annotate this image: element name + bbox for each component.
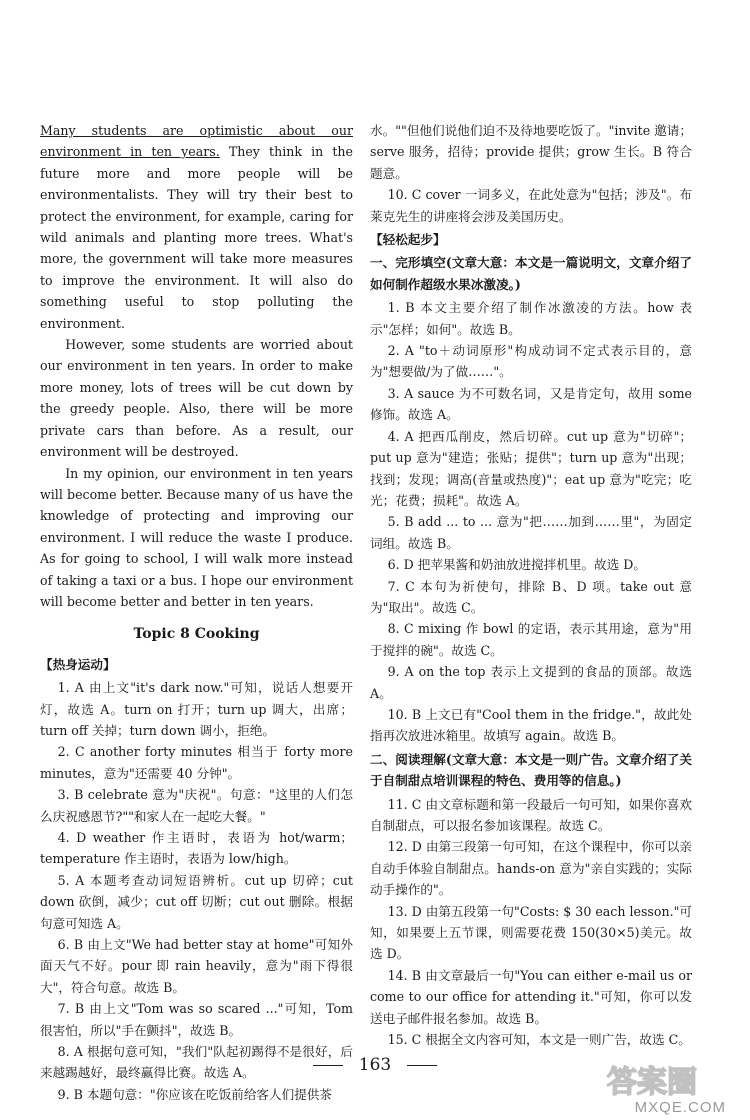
footer-rule-left [313,1065,343,1066]
reading-heading: 二、阅读理解(文章大意：本文是一则广告。文章介绍了关于自制甜点培训课程的特色、费用等的信息。) [370,751,692,789]
answer-item: 10. C cover 一词多义，在此处意为"包括；涉及"。布莱克先生的讲座将会涉及美国历史。 [370,187,692,224]
answer-item: 4. A 把西瓜削皮，然后切碎。cut up 意为"切碎"；put up 意为"建造；张贴；提供"；turn up 意为"出现；找到；发现；调高(音量或热度)"；eat up 意为"吃完；吃光；花费；损耗"。故选 A。 [370,428,692,508]
watermark-url: MXQE.COM [634,1099,726,1116]
essay-underlined-sentence: Many students are optimistic about our environment in ten years. [40,123,353,160]
footer-rule-right [407,1065,437,1066]
answer-item: 12. D 由第三段第一句可知，在这个课程中，你可以亲自动手体验自制甜点。hands-on 意为"亲自实践的；实际动手操作的"。 [370,839,692,898]
answer-item: 6. D 把苹果酱和奶油放进搅拌机里。故选 D。 [387,557,646,573]
answer-item: 5. B add ... to ... 意为"把……加到……里"，为固定词组。故选 B。 [370,514,692,551]
answer-item: 5. A 本题考查动词短语辨析。cut up 切碎；cut down 砍倒，减少；cut off 切断；cut out 删除。根据句意可知选 A。 [40,872,353,931]
left-column [40,120,353,1105]
answer-item: 7. C 本句为祈使句，排除 B、D 项。take out 意为"取出"。故选 C。 [370,578,692,615]
easy-start-heading: 【轻松起步】 [370,232,446,248]
answer-item: 9. A on the top 表示上文提到的食品的顶部。故选 A。 [370,664,692,701]
watermark-brand: 答案圈 [607,1065,697,1100]
answer-item: 1. A 由上文"it's dark now."可知，说话人想要开灯，故选 A。turn on 打开；turn up 调大，出席；turn off 关掉；turn down 调小，拒绝。 [40,680,353,738]
answer-item: 11. C 由文章标题和第一段最后一句可知，如果你喜欢自制甜点，可以报名参加该课程。故选 C。 [370,796,692,833]
answer-item: 3. A sauce 为不可数名词，又是肯定句，故用 some 修饰。故选 A。 [370,385,692,423]
answer-item: 8. C mixing 作 bowl 的定语，表示其用途，意为"用于搅拌的碗"。故选 C。 [370,621,692,658]
answer-item: 13. D 由第五段第一句"Costs: $ 30 each lesson."可知，如果要上五节课，则需要花费 150(30×5)美元。故选 D。 [370,903,692,962]
answer-item: 4. D weather 作主语时，表语为 hot/warm；temperature 作主语时，表语为 low/high。 [40,830,353,867]
continued-answer: 水。""但他们说他们迫不及待地要吃饭了。"invite 邀请；serve 服务，招待；provide 提供；grow 生长。B 符合题意。 [370,123,692,181]
essay-paragraph-1-text: They think in the future more and more people will be environmentalists. They will try their best to protect the environment, for example, caring for wild animals and planting more trees. What's more, the government will take more measures to improve the environment. It will also do something useful to stop polluting the environment. [40,144,353,331]
answer-item: 7. B 由上文"Tom was so scared ..."可知，Tom 很害怕，所以"手在颤抖"，故选 B。 [40,1001,353,1038]
answer-item: 14. B 由文章最后一句"You can either e-mail us or come to our office for attending it."可知，你可以发送电子邮件报名参加。故选 B。 [370,967,692,1026]
answer-item: 8. A 根据句意可知，"我们"队起初踢得不是很好，后来越踢越好，最终赢得比赛。故选 A。 [40,1044,353,1081]
answer-item: 3. B celebrate 意为"庆祝"。句意："这里的人们怎么庆祝感恩节?""和家人在一起吃大餐。" [40,787,353,824]
warmup-heading: 【热身运动】 [40,656,116,672]
essay-paragraph-1 [40,120,353,334]
answer-item: 2. C another forty minutes 相当于 forty more minutes，意为"还需要 40 分钟"。 [40,744,353,781]
answer-item: 10. B 上文已有"Cool them in the fridge."，故此处指再次放进冰箱里。故填写 again。故选 B。 [370,706,692,744]
right-column [370,120,692,1050]
answer-item: 2. A "to＋动词原形"构成动词不定式表示目的，意为"想要做/为了做……"。 [370,343,692,380]
cloze-heading: 一、完形填空(文章大意：本文是一篇说明文，文章介绍了如何制作超级水果冰激凌。) [370,255,692,292]
answer-item: 9. B 本题句意："你应该在吃饭前给客人们提供茶 [57,1086,332,1102]
answer-item: 15. C 根据全文内容可知，本文是一则广告，故选 C。 [387,1032,691,1048]
page-number: 163 [358,1055,392,1075]
topic-title: Topic 8 Cooking [133,626,260,643]
essay-paragraph-2: However, some students are worried about our environment in ten years. In order to make more money, lots of trees will be cut down by the greedy people. Also, there will be more private cars than before. As a result, our environment will be destroyed. [40,337,353,460]
essay-paragraph-3: In my opinion, our environment in ten years will become better. Because many of us have the knowledge of protecting and improving our environment. I will reduce the waste I produce. As for going to school, I will walk more instead of taking a taxi or a bus. I hope our environment will become better and better in ten years. [40,465,353,609]
answer-item: 1. B 本文主要介绍了制作冰激凌的方法。how 表示"怎样；如何"。故选 B。 [370,300,692,337]
answer-item: 6. B 由上文"We had better stay at home"可知外面天气不好。pour 即 rain heavily，意为"雨下得很大"，符合句意。故选 B。 [40,937,353,995]
